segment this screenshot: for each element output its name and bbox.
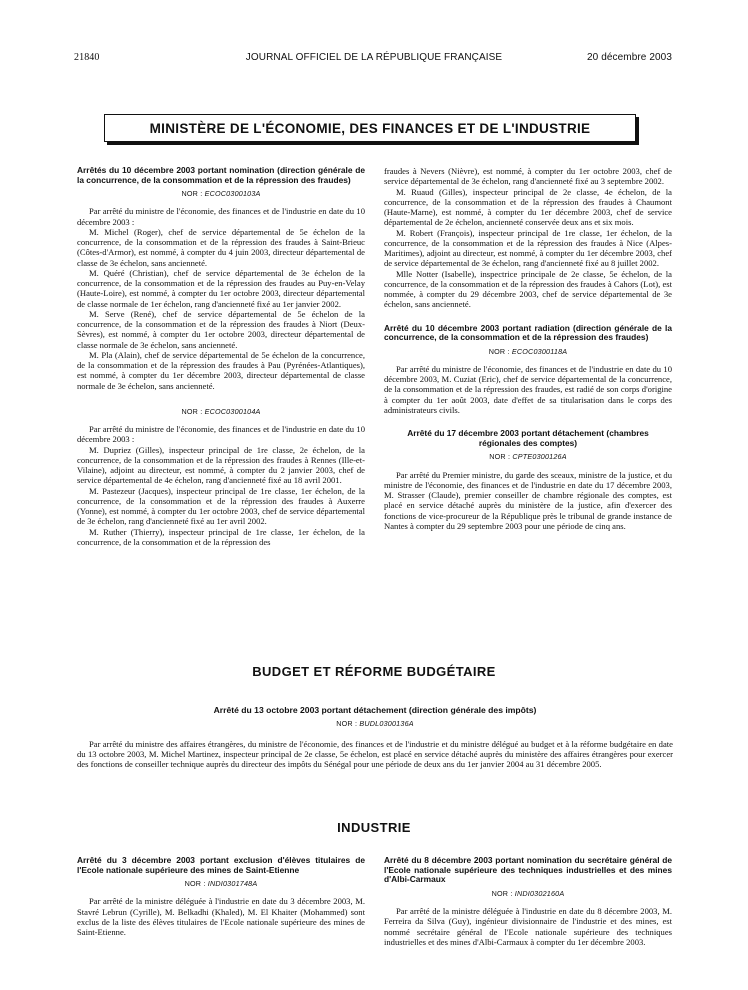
nor-code: INDI0301748A — [207, 879, 258, 889]
paragraph: fraudes à Nevers (Nièvre), est nommé, à compter du 1er octobre 2003, chef de service départemental de 3e échelon, rang d'ancienneté fixé au 3 septembre 2002. — [384, 166, 672, 187]
paragraph: M. Ruaud (Gilles), inspecteur principal de 2e classe, 4e échelon, de la concurrence, de la consommation et de la répression des fraudes à Chaumont (Haute-Marne), est nommé, à compter du 1er décembre 2003, chef de service départemental de 2e échelon, ancienneté conservée deux ans et six mois. — [384, 186, 672, 228]
nor-label: NOR : — [488, 346, 510, 356]
nor-code: ECOC0300103A — [204, 189, 261, 199]
nor-label: NOR : — [491, 888, 513, 898]
paragraph: M. Serve (René), chef de service départemental de 5e échelon de la concurrence, de la consommation et de la répression des fraudes à Niort (Deux-Sèvres), est nommé, à compter du 1er octobre 2003, directeur départemental de classe normale de 3e échelon, sans ancienneté. — [77, 308, 365, 350]
paragraph: Par arrêté du ministre de l'économie, des finances et de l'industrie en date du 10 décembre 2003 : — [77, 424, 365, 445]
nor-reference — [77, 189, 365, 199]
paragraph: Par arrêté de la ministre déléguée à l'industrie en date du 8 décembre 2003, M. Ferreira da Silva (Guy), ingénieur divisionnaire de l'industrie et des mines, est nommé secrétaire général de l'Ecole nationale supérieure des techniques industrielles et des mines d'Albi-Carmaux à compter du 1er décembre 2003. — [384, 906, 672, 947]
nor-code: ECOC0300118A — [511, 346, 568, 356]
paragraph: Par arrêté du Premier ministre, du garde des sceaux, ministre de la justice, et du ministre de l'économie, des finances et de l'industrie en date du 17 décembre 2003, M. Strasser (Claude), premier conseiller de chambre régionale des comptes, est placé en service détaché auprès du ministère de la justice, afin d'exercer des fonctions de vice-procureur de la République près le tribunal de grande instance de Nantes à compter du 29 septembre 2003 pour une période de cinq ans. — [384, 469, 672, 531]
paragraph: M. Pastezeur (Jacques), inspecteur principal de 1re classe, 1er échelon, de la concurrence, de la consommation et de la répression des fraudes à Auxerre (Yonne), est nommé, à compter du 1er octobre 2003, chef de service départemental de 3e échelon, rang d'ancienneté fixé au 1er avril 2002. — [77, 485, 365, 527]
industrie-right-block — [384, 856, 672, 947]
budget-block — [77, 706, 673, 770]
paragraph: M. Quéré (Christian), chef de service départemental de 3e échelon de la concurrence, de la consommation et de la répression des fraudes au Puy-en-Velay (Haute-Loire), est nommé, à compter du 1er octobre 2003, directeur départemental de classe normale de 1er échelon, rang d'ancienneté fixé au 1er janvier 2002. — [77, 267, 365, 309]
nor-code: BUDL0300136A — [359, 718, 414, 728]
ministry-title-box — [104, 114, 636, 142]
paragraph: M. Ruther (Thierry), inspecteur principal de 1re classe, 1er échelon, de la concurrence, de la consommation et de la répression des — [77, 526, 365, 547]
industrie-left-block — [77, 856, 365, 937]
journal-title: JOURNAL OFFICIEL DE LA RÉPUBLIQUE FRANÇAISE — [245, 52, 503, 63]
arrete-title-nomination: Arrêtés du 10 décembre 2003 portant nomination (direction générale de la concurrence, de la consommation et de la répression des fraudes) — [77, 165, 365, 185]
nor-code: CPTE0300126A — [512, 452, 567, 462]
nor-reference — [384, 347, 672, 357]
paragraph: Par arrêté de la ministre déléguée à l'industrie en date du 3 décembre 2003, M. Stavré Lebrun (Cyrille), M. Belkadhi (Khaled), M. El Khaiter (Mohammed) sont exclus de la liste des élèves titulaires de l'Ecole nationale supérieure des mines de Saint-Etienne. — [77, 896, 365, 938]
paragraph: M. Robert (François), inspecteur principal de 1re classe, 1er échelon, de la concurrence, de la consommation et de la répression des fraudes à Nice (Alpes-Maritimes), adjoint au directeur, est nommé, à compter du 1er décembre 2003, chef de service départemental de 3e échelon, rang d'ancienneté fixé au 8 juillet 2002. — [384, 227, 672, 269]
nor-code: ECOC0300104A — [204, 406, 261, 416]
nor-reference — [384, 889, 672, 899]
nor-label: NOR : — [181, 189, 203, 199]
right-column — [384, 166, 672, 531]
paragraph: Par arrêté du ministre de l'économie, des finances et de l'industrie en date du 10 décembre 2003 : — [77, 206, 365, 227]
nor-label: NOR : — [489, 452, 511, 462]
ministry-title: MINISTÈRE DE L'ÉCONOMIE, DES FINANCES ET DE L'INDUSTRIE — [149, 120, 591, 136]
nor-label: NOR : — [181, 406, 203, 416]
paragraph: Mlle Notter (Isabelle), inspectrice principale de 2e classe, 5e échelon, de la concurrence, de la consommation et de la répression des fraudes à Cahors (Lot), est nommée, à compter du 29 décembre 2003, chef de service départemental de 3e échelon, sans ancienneté. — [384, 268, 672, 310]
paragraph: Par arrêté du ministre des affaires étrangères, du ministre de l'économie, des finances et de l'industrie et du ministre délégué au budget et à la réforme budgétaire en date du 13 octobre 2003, M. Michel Martinez, inspecteur principal de 2e classe, 5e échelon, est placé en service détaché auprès du ministère des affaires étrangères pour exercer des fonctions de conseiller technique auprès du directeur des impôts du Sénégal pour une période de deux ans du 1er janvier 2004 au 31 décembre 2005. — [77, 738, 673, 770]
nor-label: NOR : — [336, 718, 358, 728]
arrete-title-nomination-secretaire: Arrêté du 8 décembre 2003 portant nomination du secrétaire général de l'Ecole nationale supérieure des techniques industrielles et des mines d'Albi-Carmaux — [384, 855, 672, 885]
nor-reference — [384, 452, 672, 462]
section-heading-industrie: INDUSTRIE — [337, 820, 411, 835]
nor-label: NOR : — [184, 879, 206, 889]
paragraph: M. Dupriez (Gilles), inspecteur principal de 1re classe, 2e échelon, de la concurrence, de la consommation et de la répression des fraudes à Rennes (Ille-et-Vilaine), adjoint au directeur, est nommé, à compter du 2 janvier 2003, chef de service départemental de 4e échelon, rang d'ancienneté fixé au 18 avril 2001. — [77, 444, 365, 486]
arrete-title-detachement: Arrêté du 17 décembre 2003 portant détachement (chambres régionales des comptes) — [407, 428, 649, 448]
nor-reference — [77, 879, 365, 889]
paragraph: M. Michel (Roger), chef de service départemental de 5e échelon de la concurrence, de la consommation et de la répression des fraudes à Saint-Brieuc (Côtes-d'Armor), est nommé, à compter du 4 juin 2003, directeur départemental de classe de 3e échelon, sans ancienneté. — [77, 226, 365, 268]
arrete-title-budget: Arrêté du 13 octobre 2003 portant détachement (direction générale des impôts) — [213, 705, 537, 715]
nor-reference — [77, 407, 365, 417]
arrete-title-exclusion: Arrêté du 3 décembre 2003 portant exclusion d'élèves titulaires de l'Ecole nationale supérieure des mines de Saint-Etienne — [77, 855, 365, 875]
page-number: 21840 — [74, 52, 100, 63]
nor-reference — [77, 719, 673, 729]
issue-date: 20 décembre 2003 — [587, 52, 672, 63]
paragraph: Par arrêté du ministre de l'économie, des finances et de l'industrie en date du 10 décembre 2003, M. Cuziat (Eric), chef de service départemental de la concurrence, de la consommation et de la répression des fraudes, est radié de son corps d'origine à compter du 1er août 2003, date d'effet de sa titularisation dans le corps des administrateurs civils. — [384, 363, 672, 415]
paragraph: M. Pla (Alain), chef de service départemental de 5e échelon de la concurrence, de la consommation et de la répression des fraudes à Pau (Pyrénées-Atlantiques), est nommé, à compter du 1er décembre 2003, directeur départemental de classe normale de 3e échelon, sans ancienneté. — [77, 349, 365, 391]
section-heading-budget: BUDGET ET RÉFORME BUDGÉTAIRE — [252, 664, 496, 679]
nor-code: INDI0302160A — [514, 888, 565, 898]
arrete-title-radiation: Arrêté du 10 décembre 2003 portant radiation (direction générale de la concurrence, de la consommation et de la répression des fraudes) — [384, 322, 672, 343]
left-column — [77, 166, 365, 547]
